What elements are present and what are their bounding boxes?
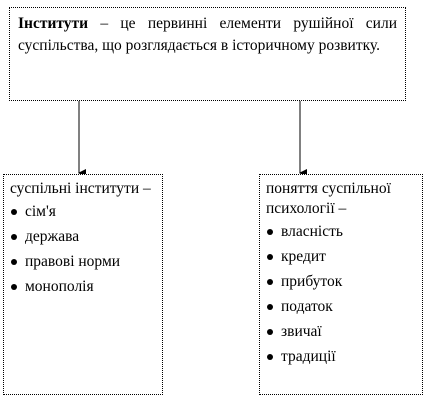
social-institutions-list: [10, 202, 156, 297]
bullet-icon: [11, 209, 17, 215]
list-item: прибуток: [266, 272, 416, 292]
list-item: традиції: [266, 347, 416, 367]
social-psychology-heading: поняття суспільної психології –: [266, 180, 391, 217]
list-item: правові норми: [10, 252, 156, 272]
bullet-icon: [11, 259, 17, 265]
social-institutions-box: [3, 174, 163, 395]
bullet-icon: [267, 329, 273, 335]
social-psychology-box: [259, 174, 423, 395]
list-item: сім'я: [10, 202, 156, 222]
list-item: кредит: [266, 247, 416, 267]
bullet-icon: [267, 254, 273, 260]
list-item: податок: [266, 297, 416, 317]
bullet-icon: [267, 279, 273, 285]
bullet-icon: [267, 304, 273, 310]
bullet-icon: [11, 284, 17, 290]
social-institutions-heading: суспільні інститути –: [10, 180, 151, 197]
list-item: монополія: [10, 277, 156, 297]
bullet-icon: [11, 234, 17, 240]
list-item: звичаї: [266, 322, 416, 342]
definition-text: – це первинні елементи рушійної сили суспільства, що розглядається в історичному розвитку.: [18, 15, 397, 54]
definition-term: Інститути: [18, 15, 89, 32]
list-item: власність: [266, 222, 416, 242]
bullet-icon: [267, 229, 273, 235]
definition-box: [9, 7, 406, 101]
bullet-icon: [267, 354, 273, 360]
list-item: держава: [10, 227, 156, 247]
social-psychology-list: [266, 222, 416, 367]
